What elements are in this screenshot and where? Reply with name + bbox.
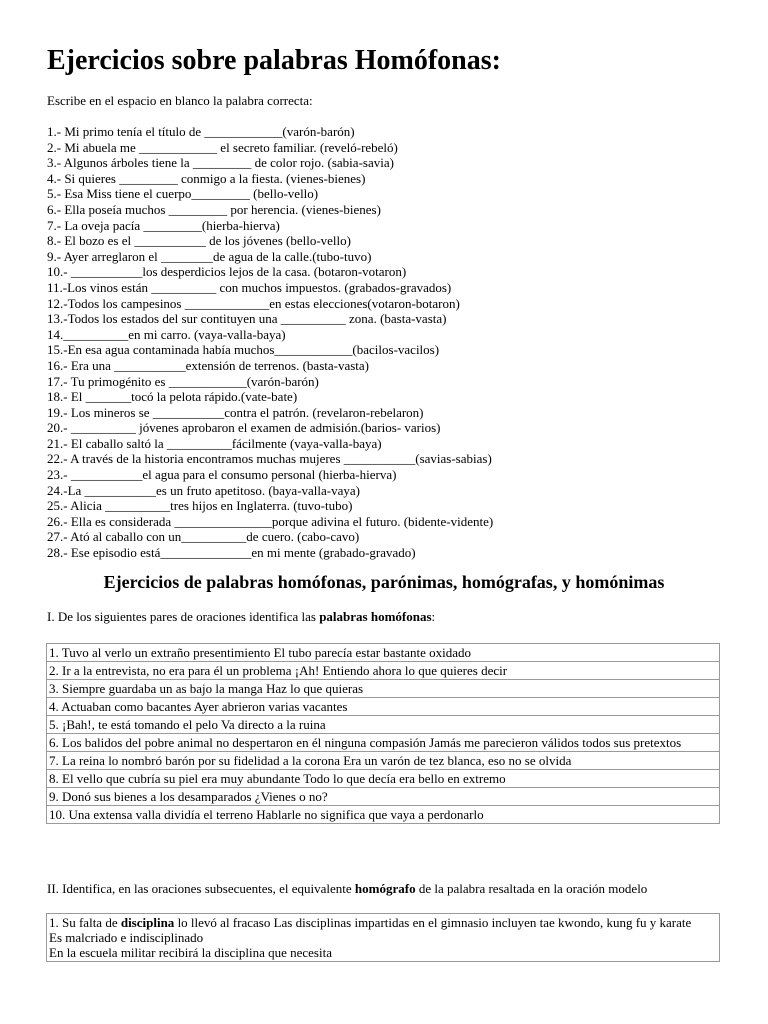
instruction-text: Escribe en el espacio en blanco la palabra correcta:: [47, 93, 313, 108]
exercise-list: [47, 124, 493, 561]
page-title: Ejercicios sobre palabras Homófonas:: [47, 45, 501, 76]
exercise-item: 22.- A través de la historia encontramos muchas mujeres ___________(savias-sabias): [47, 451, 492, 467]
exercise-item: 4.- Si quieres _________ conmigo a la fiesta. (vienes-bienes): [47, 170, 366, 186]
part2-intro-text: II. Identifica, en las oraciones subsecuentes, el equivalente: [47, 881, 355, 896]
table-cell: 9. Donó sus bienes a los desamparados ¿Vienes o no?: [47, 788, 720, 806]
table-row: [47, 716, 720, 734]
exercise-item: 6.- Ella poseía muchos _________ por herencia. (vienes-bienes): [47, 201, 381, 217]
table-row: [47, 644, 720, 662]
exercise-item: 7.- La oveja pacía _________(hierba-hierva): [47, 217, 280, 233]
part2-intro-suffix: de la palabra resaltada en la oración modelo: [415, 881, 648, 896]
item-prefix: 1. Su falta de: [49, 915, 121, 930]
exercise-item: 24.-La ___________es un fruto apetitoso. (baya-valla-vaya): [47, 482, 360, 498]
table-cell: 10. Una extensa valla dividía el terreno Hablarle no significa que vaya a perdonarlo: [47, 806, 720, 824]
exercise-item: 14.__________en mi carro. (vaya-valla-baya): [47, 326, 286, 342]
exercise-item: 25.- Alicia __________tres hijos en Inglaterra. (tuvo-tubo): [47, 498, 353, 514]
exercise-item: 5.- Esa Miss tiene el cuerpo_________ (bello-vello): [47, 186, 319, 202]
table-row: [47, 788, 720, 806]
homophones-table: [46, 643, 720, 824]
table-row: [47, 662, 720, 680]
highlighted-word: disciplina: [120, 915, 175, 930]
exercise-item: 11.-Los vinos están __________ con muchos impuestos. (grabados-gravados): [47, 279, 452, 295]
exercise-item: 2.- Mi abuela me ____________ el secreto familiar. (reveló-rebeló): [47, 139, 398, 155]
option-line: En la escuela militar recibirá la disciplina que necesita: [49, 945, 332, 960]
exercise-item: 16.- Era una ___________extensión de terrenos. (basta-vasta): [47, 357, 370, 373]
table-cell: 5. ¡Bah!, te está tomando el pelo Va directo a la ruina: [47, 716, 720, 734]
part1-intro-text: I. De los siguientes pares de oraciones identifica las: [47, 609, 320, 624]
part1-intro-bold: palabras homófonas: [319, 609, 432, 624]
table-cell: 7. La reina lo nombró barón por su fidelidad a la corona Era un varón de tez blanca, eso no se olvida: [47, 752, 720, 770]
section-title: Ejercicios de palabras homófonas, parónimas, homógrafas, y homónimas: [103, 572, 665, 592]
exercise-item: 18.- El _______tocó la pelota rápido.(vate-bate): [47, 389, 298, 405]
exercise-item: 17.- Tu primogénito es ____________(varón-barón): [47, 373, 319, 389]
table-cell: 1. Tuvo al verlo un extraño presentimiento El tubo parecía estar bastante oxidado: [47, 644, 720, 662]
part1-intro: [47, 609, 435, 625]
option-line: Es malcriado e indisciplinado: [49, 930, 204, 945]
table-cell: 8. El vello que cubría su piel era muy abundante Todo lo que decía era bello en extremo: [47, 770, 720, 788]
part2-intro: [47, 881, 647, 897]
table-cell: 6. Los balidos del pobre animal no despertaron en él ninguna compasión Jamás me parecieron válidos todos sus pretextos: [47, 734, 720, 752]
exercise-item: 20.- __________ jóvenes aprobaron el examen de admisión.(barios- varios): [47, 420, 441, 436]
exercise-item: 15.-En esa agua contaminada había muchos____________(bacilos-vacilos): [47, 342, 440, 358]
part1-intro-suffix: :: [431, 609, 436, 624]
exercise-item: 28.- Ese episodio está______________en mi mente (grabado-gravado): [47, 545, 416, 561]
exercise-item: 12.-Todos los campesinos _____________en estas elecciones(votaron-botaron): [47, 295, 460, 311]
exercise-item: 23.- ___________el agua para el consumo personal (hierba-hierva): [47, 467, 397, 483]
exercise-item: 13.-Todos los estados del sur contituyen una __________ zona. (basta-vasta): [47, 311, 447, 327]
table-row: [47, 752, 720, 770]
exercise-item: 10.- ___________los desperdicios lejos de la casa. (botaron-votaron): [47, 264, 407, 280]
table-row: [47, 734, 720, 752]
homographs-table: [46, 913, 720, 962]
exercise-item: 27.- Ató al caballo con un__________de cuero. (cabo-cavo): [47, 529, 360, 545]
exercise-item: 21.- El caballo saltó la __________fácilmente (vaya-valla-baya): [47, 435, 382, 451]
table-cell: 3. Siempre guardaba un as bajo la manga Haz lo que quieras: [47, 680, 720, 698]
exercise-item: 8.- El bozo es el ___________ de los jóvenes (bello-vello): [47, 233, 351, 249]
item-rest: lo llevó al fracaso Las disciplinas impartidas en el gimnasio incluyen tae kwondo, kung fu y karate: [174, 915, 692, 930]
table-row: [47, 770, 720, 788]
exercise-item: 9.- Ayer arreglaron el ________de agua de la calle.(tubo-tuvo): [47, 248, 372, 264]
exercise-item: 1.- Mi primo tenía el título de ____________(varón-barón): [47, 124, 355, 139]
table-row: [47, 806, 720, 824]
table-cell: 2. Ir a la entrevista, no era para él un problema ¡Ah! Entiendo ahora lo que quieres decir: [47, 662, 720, 680]
exercise-item: 19.- Los mineros se ___________contra el patrón. (revelaron-rebelaron): [47, 404, 424, 420]
part2-intro-bold: homógrafo: [354, 881, 416, 896]
exercise-item: 26.- Ella es considerada _______________porque adivina el futuro. (bidente-vidente): [47, 513, 494, 529]
table-cell: 4. Actuaban como bacantes Ayer abrieron varias vacantes: [47, 698, 720, 716]
table-row: [47, 680, 720, 698]
table-row: [47, 698, 720, 716]
table-cell: [47, 914, 720, 962]
table-row: [47, 914, 720, 962]
exercise-item: 3.- Algunos árboles tiene la _________ de color rojo. (sabia-savia): [47, 155, 394, 171]
